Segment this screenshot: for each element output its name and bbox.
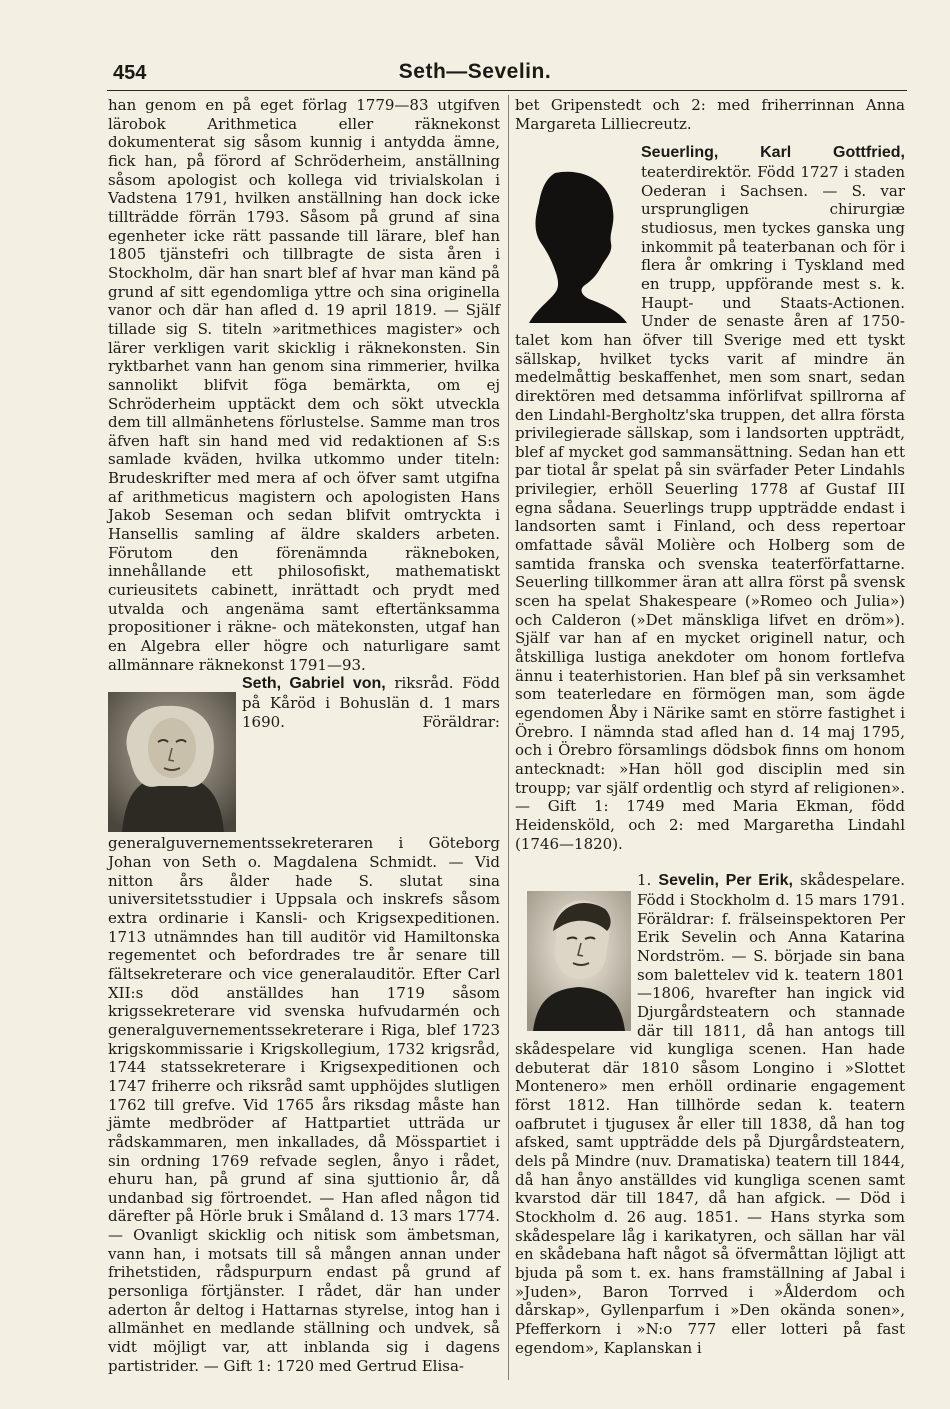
headword-seth: Seth, Gabriel von, (242, 675, 386, 693)
entry-sevelin (515, 871, 905, 1357)
paragraph-continuation: han genom en på eget förlag 1779—83 utgifven lärobok Arithmetica eller räknekonst dokumenterat sig såsom kunnig i antydda ämne, fick han, på förord af Schröderheim, anställning såsom apologist och kollega vid trivialskolan i Vadstena 1791, hvilken anställning han dock icke tillträdde förrän 1793. Såsom på grund af sina egenheter icke rätt passande till lärare, blef han 1805 tjänstefri och tillbragte de sista åren i Stockholm, där han snart blef af hvar man känd på grund af sitt egendomliga yttre och sina originella vanor och där han afled d. 19 april 1819. — Själf tillade sig S. titeln »aritmethices magister» och lärer verkligen varit skicklig i räknekonsten. Sin ryktbarhet vann han genom sina rimmerier, hvilka sannolikt blifvit föga bemärkta, om ej Schröderheim upptäckt dem och sökt utveckla dem till allmänhetens förlustelse. Samme man tros äfven haft sin hand med vid redaktionen af S:s samlade kväden, hvilka utkommo under titeln: Brudeskrifter med mera af och öfver samt utgifna af arithmeticus magistern och apologisten Hans Jakob Seseman och sedan blifvit omtryckta i Hansellis samling af äldre skalders arbeten. Förutom den förenämnda räkneboken, innehållande ett philosofiskt, mathematiskt curieusitets cabinett, inrättadt och prydt med utvalda och angenäma samt eftertänksamma propositioner i räkne- och mätekonsten, utgaf han en Algebra eller högre och naturligare samt allmännare räknekonst 1791—93. (108, 96, 500, 674)
header-rule (107, 90, 907, 91)
left-column (108, 96, 500, 1375)
page-number: 454 (113, 62, 147, 84)
right-column (515, 96, 905, 1357)
portrait-engraving-icon (527, 891, 631, 1031)
portrait-seuerling (515, 163, 635, 323)
paragraph-continuation-right: bet Gripenstedt och 2: med friherrinnan Anna Margareta Lilliecreutz. (515, 96, 905, 133)
entry-seuerling (515, 143, 905, 853)
portrait-sevelin (527, 891, 631, 1031)
entry-seth (108, 674, 500, 1375)
entry-seuerling-text: teaterdirektör. Född 1727 i staden Oederan i Sachsen. — S. var ursprungligen chirurgiæ studiosus, men tyckes ganska ung inkommit på teaterbanan och för i flera år omkring i Tyskland med en trupp, uppförande mest s. k. Haupt- und Staats-Actionen. Under de senaste åren af 1750-talet kom han öfver till Sverige med ett tyskt sällskap, hvilket tycks varit af mindre än medelmåttig beskaffenhet, men som snart, sedan direktören med detsamma införlifvat spillrorna af den Lindahl-Bergholtz'ska truppen, det allra första privilegierade sällskap, som i landsorten uppträdt, blef af mycket god sammansättning. Sedan han ett par tiotal år spelat på sin svärfader Peter Lindahls privilegier, erhöll Seuerling 1778 af Gustaf III egna sådana. Seuerlings trupp uppträdde endast i landsorten samt i Finland, och dess repertoar omfattade såväl Molière och Holberg som de samtida franska och svenska teaterförfattarne. Seuerling tillkommer äran att allra först på svensk scen ha spelat Shakespeare (»Romeo och Julia») och Calderon (»Det mänskliga lifvet en dröm»). Själf var han af en mycket originell natur, och åtskilliga lustiga anekdoter om honom fortlefva ännu i teaterhistorien. Han blef på sin verksamhet som teaterledare en förmögen man, som ägde egendomen Åby i Närike samt en större fastighet i Örebro. I nämnda stad afled han d. 14 maj 1795, och i Örebro församlings dödsbok finns om honom antecknadt: »Han höll god disciplin med sin troupp; var själf ordentlig och styrd af religionen». — Gift 1: 1749 med Maria Ekman, född Heidensköld, och 2: med Margaretha Lindahl (1746—1820). (515, 162, 905, 853)
headword-seuerling: Seuerling, Karl Gottfried, (641, 144, 905, 162)
column-divider (508, 95, 509, 1380)
entry-seth-text: riksråd. Född på Kåröd i Bohuslän d. 1 mars 1690. Föräldrar: generalguvernementssekreteraren i Göteborg Johan von Seth o. Magdalena Schmidt. — Vid nitton års ålder hade S. slutat sina universitetsstudier i Uppsala och inskrefs såsom extra ordinarie i Kansli- och Krigsexpeditionen. 1713 utnämndes han till auditör vid Hamiltonska regementet och befordrades tre år senare till fältsekreterare och vice generalauditör. Efter Carl XII:s död anställdes han 1719 såsom krigssekreterare vid svenska hufvudarmén och generalguvernementssekreterare i Riga, blef 1723 krigskommissarie i Krigskollegium, 1732 krigsråd, 1744 statssekreterare i Krigsexpeditionen och 1747 friherre och riksråd samt upphöjdes slutligen 1762 till grefve. Vid 1765 års riksdag måste han jämte medbröder af Hattpartiet utträda ur rådskammaren, men inkallades, då Mösspartiet i sin ordning 1769 refvade seglen, ånyo i rådet, ehuru han, på grund af sina sjuttionio år, då undanbad sig förtroendet. — Han afled någon tid därefter på Hörle bruk i Småland d. 13 mars 1774. — Ovanligt skicklig och nitisk som ämbetsman, vann han, i motsats till så mången annan under frihetstiden, rådspurpurn endast på grund af personliga förtjänster. I rådet, där han under aderton år deltog i Hattarnas styrelse, intog han i allmänhet en medlande ställning och undvek, så vidt möjligt var, att inblanda sig i dagens partistrider. — Gift 1: 1720 med Gertrud Elisa- (108, 674, 500, 1375)
entry-sevelin-number: 1. (637, 871, 652, 890)
portrait-engraving-icon (108, 692, 236, 832)
silhouette-icon (515, 163, 635, 323)
headword-sevelin: Sevelin, Per Erik, (658, 872, 793, 890)
running-title: Seth—Sevelin. (398, 60, 552, 83)
entry-sevelin-text: skådespelare. Född i Stockholm d. 15 mars 1791. Föräldrar: f. frälseinspektoren Per Erik Sevelin och Anna Katarina Nordström. — S. började sin bana som balettelev vid k. teatern 1801—1806, hvarefter han ingick vid Djurgårdsteatern och stannade där till 1811, då han antogs till skådespelare vid kungliga scenen. Han hade debuterat där 1810 såsom Longino i »Slottet Montenero» men erhöll ordinarie engagement först 1812. Han tillhörde sedan k. teatern oafbrutet i tjugusex år eller till 1838, då han tog afsked, samt uppträdde dels på Djurgårdsteatern, dels på Mindre (nuv. Dramatiska) teatern till 1844, då han ånyo anställdes vid kungliga scenen samt kvarstod där till 1847, då han afgick. — Död i Stockholm d. 26 aug. 1851. — Hans styrka som skådespelare låg i karikatyren, och sällan har väl en skådebana haft något så öfvermåttan löjligt att bjuda på som t. ex. hans framställning af Jabal i »Juden», Baron Torrved i »Ålderdom och dårskap», Gyllenparfum i »Den okända sonen», Pfefferkorn i »N:o 777 eller lotteri på fast egendom», Kaplanskan i (515, 871, 905, 1357)
portrait-seth (108, 692, 236, 832)
